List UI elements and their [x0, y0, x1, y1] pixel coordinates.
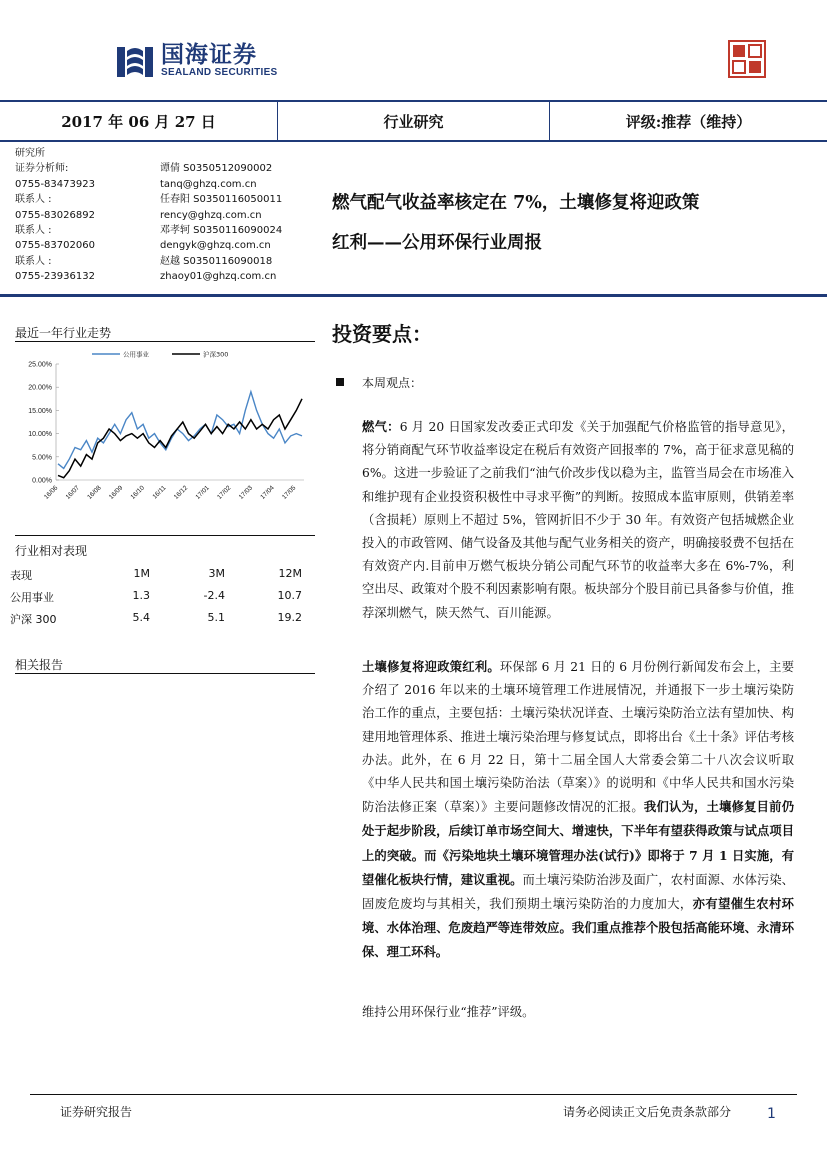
y-tick-label: 10.00% — [28, 431, 52, 439]
series-line-1 — [58, 399, 302, 478]
gas-paragraph: 燃气：6 月 20 日国家发改委正式印发《关于加强配气价格监管的指导意见》，将分销商配气环节收益率设定在税后有效资产回报率的 7%，高于征求意见稿的 6%。这进一步验证了之前我们“油气价改步伐以稳为主，监管当局会在市场准入和维护现有企业投资积极性中寻求平衡”的判断。按照成本监审原则，供销差率（含损耗）原则上不超过 5%，管网折旧不少于 30 年。有效资产包括城燃企业投入的市政管网、储气设备及其他与配气业务相关的资产，明确接驳费不包括在有效资产内.目前申万燃气板块分销公司配气环节的收益率大多在 6%-7%，利空出尽、政策对个股不利因素影响有限。板块部分个股目前已具备参与价值，推荐深圳燃气，陕天然气、百川能源。 — [362, 419, 794, 620]
x-tick-label: 17/02 — [216, 484, 233, 501]
logo-text-en: SEALAND SECURITIES — [161, 67, 278, 78]
legend-label: 沪深300 — [203, 350, 229, 359]
legend-label: 公用事业 — [123, 350, 149, 359]
x-tick-label: 16/07 — [64, 484, 82, 501]
series-line-0 — [58, 392, 302, 469]
contact-row: 0755-83473923 tanq@ghzq.com.cn — [15, 178, 257, 190]
table-header-row: 表现 1M 3M 12M — [10, 567, 302, 582]
perf-section-title: 行业相对表现 — [15, 544, 88, 558]
rating-paragraph: 维持公用环保行业“推荐”评级。 — [362, 1005, 535, 1019]
performance-table — [10, 564, 310, 630]
table-row: 公用事业 1.3 -2.4 10.7 — [10, 589, 302, 604]
contact-row: 研究所 — [15, 148, 45, 159]
sealand-logo-icon — [115, 41, 155, 81]
x-tick-label: 16/10 — [129, 484, 146, 501]
page-number: 1 — [767, 1106, 776, 1122]
x-tick-label: 16/12 — [172, 484, 190, 501]
company-logo — [115, 40, 278, 82]
contact-row: 联系人 : 邓孝轲 S0350116090024 — [15, 224, 283, 236]
soil-paragraph: 土壤修复将迎政策红利。环保部 6 月 21 日的 6 月份例行新闻发布会上，主要介绍了 2016 年以来的土壤环境管理工作进展情况，并通报下一步土壤污染防治工作的重点，主要包括：土壤污染状况详查、土壤污染防治立法有望加快、构建用地管理体系、推进土壤污染治理与修复试点，即将出台《土十条》评估考核办法。此外，在 6 月 22 日，第十二届全国人大常委会第二十八次会议听取《中华人民共和国土壤污染防治法（草案）》的说明和《中华人民共和国水污染防治法修正案（草案）》主要问题修改情况的汇报。我们认为，土壤修复目前仍处于起步阶段，后续订单市场空间大、增速快，下半年有望获得政策与试点项目上的突破。而《污染地块土壤环境管理办法(试行)》即将于 7 月 1 日实施，有望催化板块行情，建议重视。而土壤污染防治涉及面广，农村面源、水体污染、固废危废均与其相关，我们预期土壤污染防治的力度加大，亦有望催生农村环境、水体治理、危废趋严等连带效应。我们重点推荐个股包括高能环境、永清环保、理工环科。 — [362, 659, 794, 960]
x-tick-label: 16/11 — [151, 484, 168, 501]
y-tick-label: 15.00% — [28, 407, 52, 415]
contact-row: 证券分析师: 谭倩 S0350512090002 — [15, 163, 273, 175]
related-section-title: 相关报告 — [15, 658, 64, 672]
contact-row: 0755-23936132 zhaoy01@ghzq.com.cn — [15, 271, 277, 283]
y-tick-label: 25.00% — [28, 361, 52, 369]
section-divider — [15, 535, 315, 536]
contact-row: 联系人 : 赵越 S0350116090018 — [15, 255, 273, 267]
footer-divider — [30, 1094, 797, 1095]
x-tick-label: 16/09 — [107, 484, 125, 501]
y-tick-label: 5.00% — [32, 454, 52, 462]
report-title-line2: 红利——公用环保行业周报 — [332, 233, 542, 253]
report-category: 行业研究 — [278, 102, 550, 140]
contact-row: 联系人 : 任春阳 S0350116050011 — [15, 194, 283, 206]
investment-heading: 投资要点： — [332, 322, 432, 346]
report-title — [332, 183, 802, 263]
table-row: 沪深 300 5.4 5.1 19.2 — [10, 611, 302, 626]
section-divider — [15, 673, 315, 674]
footer-left: 证券研究报告 — [60, 1105, 133, 1119]
weekly-view-label: 本周观点： — [362, 376, 423, 390]
research-seal-icon — [728, 40, 766, 78]
y-tick-label: 20.00% — [28, 384, 52, 392]
header-band — [0, 100, 827, 142]
x-tick-label: 17/03 — [237, 484, 255, 501]
report-rating: 评级:推荐（维持） — [625, 112, 752, 131]
section-divider — [15, 341, 315, 342]
x-tick-label: 17/04 — [259, 484, 276, 501]
report-title-line1: 燃气配气收益率核定在 7%，土壤修复将迎政策 — [332, 193, 700, 213]
x-tick-label: 17/05 — [280, 484, 298, 501]
header-divider — [0, 294, 827, 297]
contact-row: 0755-83026892 rency@ghzq.com.cn — [15, 209, 262, 221]
footer-disclaimer: 请务必阅读正文后免责条款部分 — [563, 1105, 732, 1119]
logo-text-cn: 国海证券 — [161, 42, 257, 68]
report-date: 2017 年 06 月 27 日 — [0, 102, 278, 140]
x-tick-label: 16/06 — [42, 484, 60, 501]
contact-row: 0755-83702060 dengyk@ghzq.com.cn — [15, 240, 271, 252]
analyst-contacts — [15, 146, 315, 285]
y-tick-label: 0.00% — [32, 477, 52, 485]
x-tick-label: 17/01 — [194, 484, 211, 501]
square-bullet-icon — [336, 378, 344, 386]
industry-trend-chart — [14, 348, 314, 518]
x-tick-label: 16/08 — [86, 484, 103, 501]
trend-section-title: 最近一年行业走势 — [15, 326, 112, 340]
